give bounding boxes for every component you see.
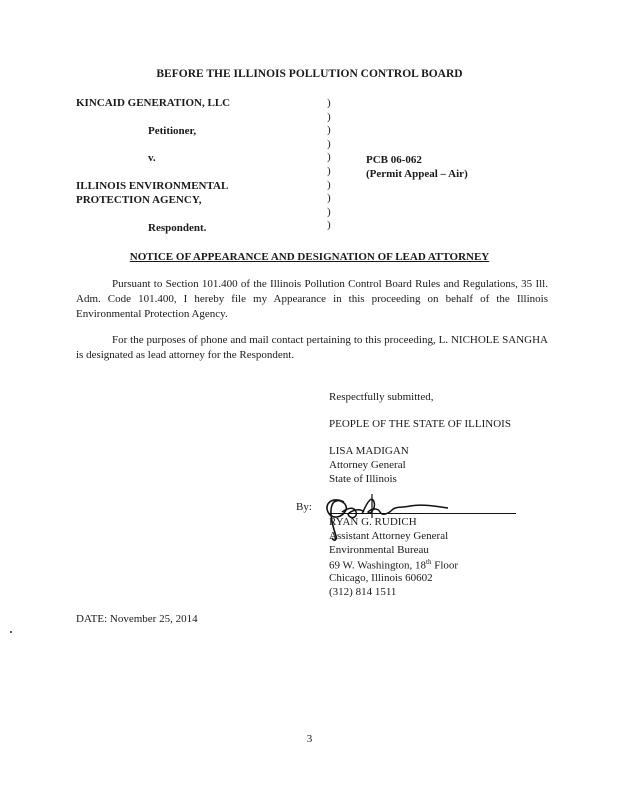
versus-label: v.: [148, 152, 156, 164]
case-number: PCB 06-062: [366, 154, 422, 166]
ag-name: LISA MADIGAN: [329, 445, 409, 457]
ag-state: State of Illinois: [329, 473, 397, 485]
caption-paren: ): [327, 164, 331, 177]
phone-number: (312) 814 1511: [329, 586, 397, 598]
by-label: By:: [296, 501, 312, 513]
address-street: [329, 558, 458, 572]
signer-title: Assistant Attorney General: [329, 530, 449, 542]
notice-heading: NOTICE OF APPEARANCE AND DESIGNATION OF LEAD ATTORNEY: [129, 251, 490, 263]
scan-speck: [10, 631, 12, 633]
caption-divider: [327, 97, 335, 233]
caption-paren: ): [327, 151, 331, 164]
respondent-role: Respondent.: [148, 222, 207, 234]
page-number: 3: [306, 733, 313, 745]
address-street-floor: Floor: [431, 559, 459, 572]
address-street-main: 69 W. Washington, 18: [329, 559, 427, 572]
date-line: DATE: November 25, 2014: [76, 613, 198, 625]
respondent-name-line2: PROTECTION AGENCY,: [76, 194, 202, 206]
signature-line: [329, 513, 516, 514]
address-floor-ordinal: th: [426, 558, 432, 566]
caption-paren: ): [327, 205, 331, 218]
caption-paren: ): [327, 219, 331, 232]
page-title: BEFORE THE ILLINOIS POLLUTION CONTROL BOARD: [156, 68, 463, 80]
caption-paren: ): [327, 137, 331, 150]
respondent-name-line1: ILLINOIS ENVIRONMENTAL: [76, 180, 229, 192]
caption-paren: ): [327, 178, 331, 191]
petitioner-name: KINCAID GENERATION, LLC: [76, 97, 231, 109]
party-name: PEOPLE OF THE STATE OF ILLINOIS: [329, 418, 511, 430]
caption-paren: ): [327, 192, 331, 205]
ag-title: Attorney General: [329, 459, 406, 471]
notice-paragraph-2: For the purposes of phone and mail contact pertaining to this proceeding, L. NICHOLE SANGHA is designated as lead attorney for the Respondent.: [76, 334, 548, 361]
caption-paren: ): [327, 97, 331, 109]
notice-paragraph-1: Pursuant to Section 101.400 of the Illinois Pollution Control Board Rules and Regulations, 35 Ill. Adm. Code 101.400, I hereby file my Appearance in this proceeding on behalf of the Illinois Environmental Protection Agency.: [76, 278, 548, 320]
caption-paren: ): [327, 124, 331, 137]
case-type: (Permit Appeal – Air): [366, 168, 468, 180]
closing-text: Respectfully submitted,: [329, 391, 434, 403]
caption-paren: ): [327, 110, 331, 123]
signer-name: RYAN G. RUDICH: [329, 516, 417, 528]
petitioner-role: Petitioner,: [148, 125, 197, 137]
address-city: Chicago, Illinois 60602: [329, 572, 433, 584]
bureau-name: Environmental Bureau: [329, 544, 429, 556]
